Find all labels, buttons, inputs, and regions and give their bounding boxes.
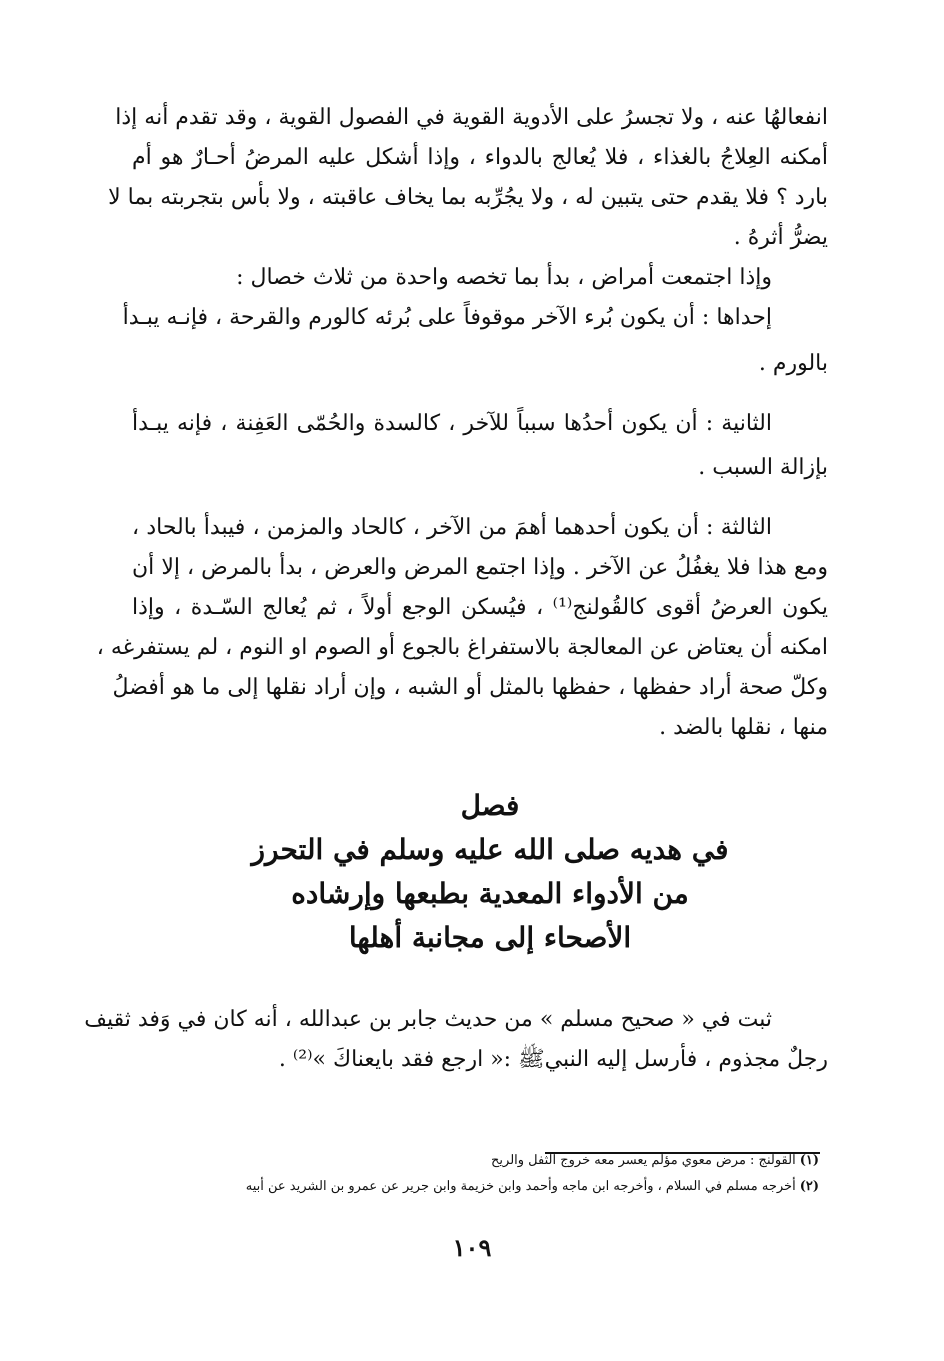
footnote-text: القولنج : مرض معوي مؤلم يعسر معه خروج الثفل والريح <box>491 1153 796 1168</box>
text-line: يكون العرضُ أقوى كالقُولنج⁽¹⁾ ، فيُسكن الوجع أولاً ، ثم يُعالج السّـدة ، وإذا <box>132 595 828 620</box>
text-line: بارد ؟ فلا يقدم حتى يتبين له ، ولا يجُرِّبه بما يخاف عاقبته ، ولا بأس بتجربته بما لا <box>108 185 828 210</box>
text-line: الثانية : أن يكون أحدُها سبباً للآخر ، كالسدة والحُمّى العَفِنة ، فإنه يبـدأ <box>132 411 772 436</box>
heading-line: الأصحاء إلى مجانبة أهلها <box>348 921 632 954</box>
footnote-number: (٢) <box>799 1179 819 1194</box>
footnote-2 <box>246 1176 819 1198</box>
text-line: بإزالة السبب . <box>698 455 828 480</box>
text-line: بالورم . <box>758 351 828 376</box>
text-line: انفعالهُا عنه ، ولا تجسرُ على الأدوية القوية في الفصول القوية ، وقد تقدم أنه إذا <box>115 105 828 130</box>
text-line: الثالثة : أن يكون أحدهما أهمَ من الآخر ، كالحاد والمزمن ، فيبدأ بالحاد ، <box>132 515 772 540</box>
text-line: رجلٌ مجذوم ، فأرسل إليه النبيﷺ :« ارجع فقد بايعناكَ »⁽²⁾ . <box>278 1047 828 1072</box>
paragraph-3 <box>122 298 828 384</box>
text-line: إحداها : أن يكون بُرء الآخر موقوفاً على بُرئه كالورم والقرحة ، فإنـه يبـدأ <box>122 305 772 330</box>
text-line: ومع هذا فلا يغفُلُ عن الآخر . وإذا اجتمع المرض والعرض ، بدأ بالمرض ، إلا أن <box>132 555 828 580</box>
text-line: ثبت في « صحيح مسلم » من حديث جابر بن عبدالله ، أنه كان في وَفد ثقيف <box>84 1007 772 1032</box>
paragraph-5 <box>96 508 828 748</box>
footnote-1 <box>491 1150 819 1172</box>
text-line: يضرُّ أثرهُ . <box>733 225 828 250</box>
text-line: وكلّ صحة أراد حفظها ، حفظها بالمثل أو الشبه ، وإن أراد نقلها إلى ما هو أفضلُ <box>112 675 828 700</box>
footnote-number: (١) <box>799 1153 819 1168</box>
section-heading <box>200 784 780 960</box>
heading-line: فصل <box>460 789 520 822</box>
page-number: ١٠٩ <box>452 1233 492 1262</box>
text-line: وإذا اجتمعت أمراض ، بدأ بما تخصه واحدة من ثلاث خصال : <box>236 265 772 290</box>
text-line: أمكنه العِلاجُ بالغذاء ، فلا يُعالج بالدواء ، وإذا أشكل عليه المرضُ أحـارٌ هو أم <box>132 145 828 170</box>
paragraph-1 <box>108 98 828 258</box>
text-line: منها ، نقلها بالضد . <box>659 715 828 740</box>
heading-line: من الأدواء المعدية بطبعها وإرشاده <box>291 877 689 910</box>
footnote-text: أخرجه مسلم في السلام ، وأخرجه ابن ماجه وأحمد وابن خزيمة وابن جرير عن عمرو بن الشريد عن أبيه <box>245 1179 796 1194</box>
text-line: امكنه أن يعتاض عن المعالجة بالاستفراغ بالجوع أو الصوم او النوم ، لم يستفرغه ، <box>96 635 828 660</box>
heading-line: في هديه صلى الله عليه وسلم في التحرز <box>251 833 729 866</box>
paragraph-4 <box>132 404 828 488</box>
paragraph-2 <box>132 258 772 298</box>
closing-paragraph <box>84 1000 828 1080</box>
